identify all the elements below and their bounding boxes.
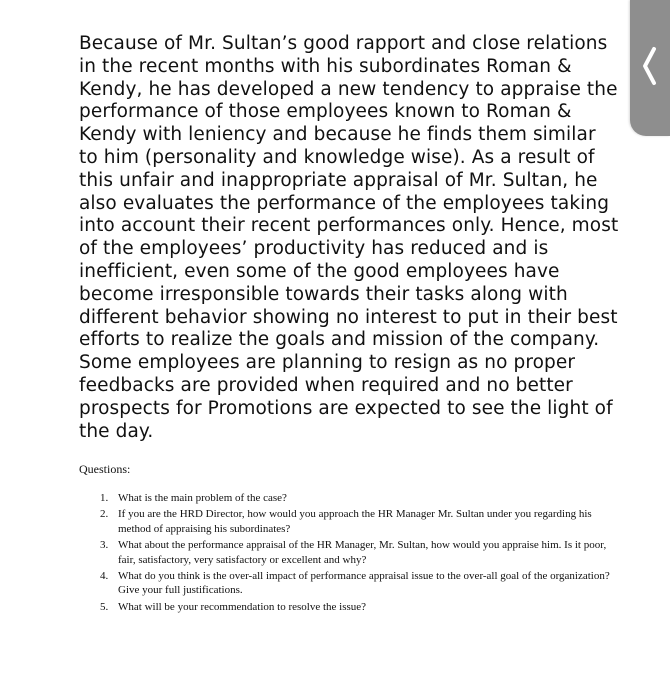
- question-number: 2.: [100, 508, 109, 521]
- question-number: 1.: [100, 492, 109, 505]
- chevron-left-icon: [640, 46, 658, 86]
- question-item: [100, 569, 619, 598]
- question-number: 4.: [100, 569, 109, 582]
- question-item: [100, 538, 619, 567]
- question-text: What do you think is the over-all impact of performance appraisal issue to the over-all goal of the organization? Give your full justifications.: [118, 569, 610, 597]
- question-item: [100, 507, 619, 536]
- question-text: If you are the HRD Director, how would you approach the HR Manager Mr. Sultan under you regarding his method of appraising his subordinates?: [118, 508, 592, 536]
- question-number: 3.: [100, 539, 109, 552]
- question-number: 5.: [100, 600, 109, 613]
- question-text: What about the performance appraisal of the HR Manager, Mr. Sultan, how would you appraise him. Is it poor, fair, satisfactory, very satisfactory or excellent and why?: [118, 539, 607, 566]
- questions-heading: Questions:: [79, 462, 131, 477]
- document-body: [79, 33, 619, 616]
- question-item: [100, 491, 619, 506]
- questions-list: [79, 491, 619, 614]
- question-text: What is the main problem of the case?: [118, 492, 287, 505]
- question-text: What will be your recommendation to resolve the issue?: [118, 600, 367, 613]
- question-item: [100, 600, 619, 615]
- case-paragraph: Because of Mr. Sultan’s good rapport and close relations in the recent months with his subordinates Roman & Kendy, he has developed a new tendency to appraise the performance of those employees known to Roman & Kendy with leniency and because he finds them similar to him (personality and knowledge wise). As a result of this unfair and inappropriate appraisal of Mr. Sultan, he also evaluates the performance of the employees taking into account their recent performances only. Hence, most of the employees’ productivity has reduced and is inefficient, even some of the good employees have become irresponsible towards their tasks along with different behavior showing no interest to put in their best efforts to realize the goals and mission of the company. Some employees are planning to resign as no proper feedbacks are provided when required and no better prospects for Promotions are expected to see the light of the day.: [79, 33, 619, 442]
- back-button[interactable]: [630, 0, 670, 136]
